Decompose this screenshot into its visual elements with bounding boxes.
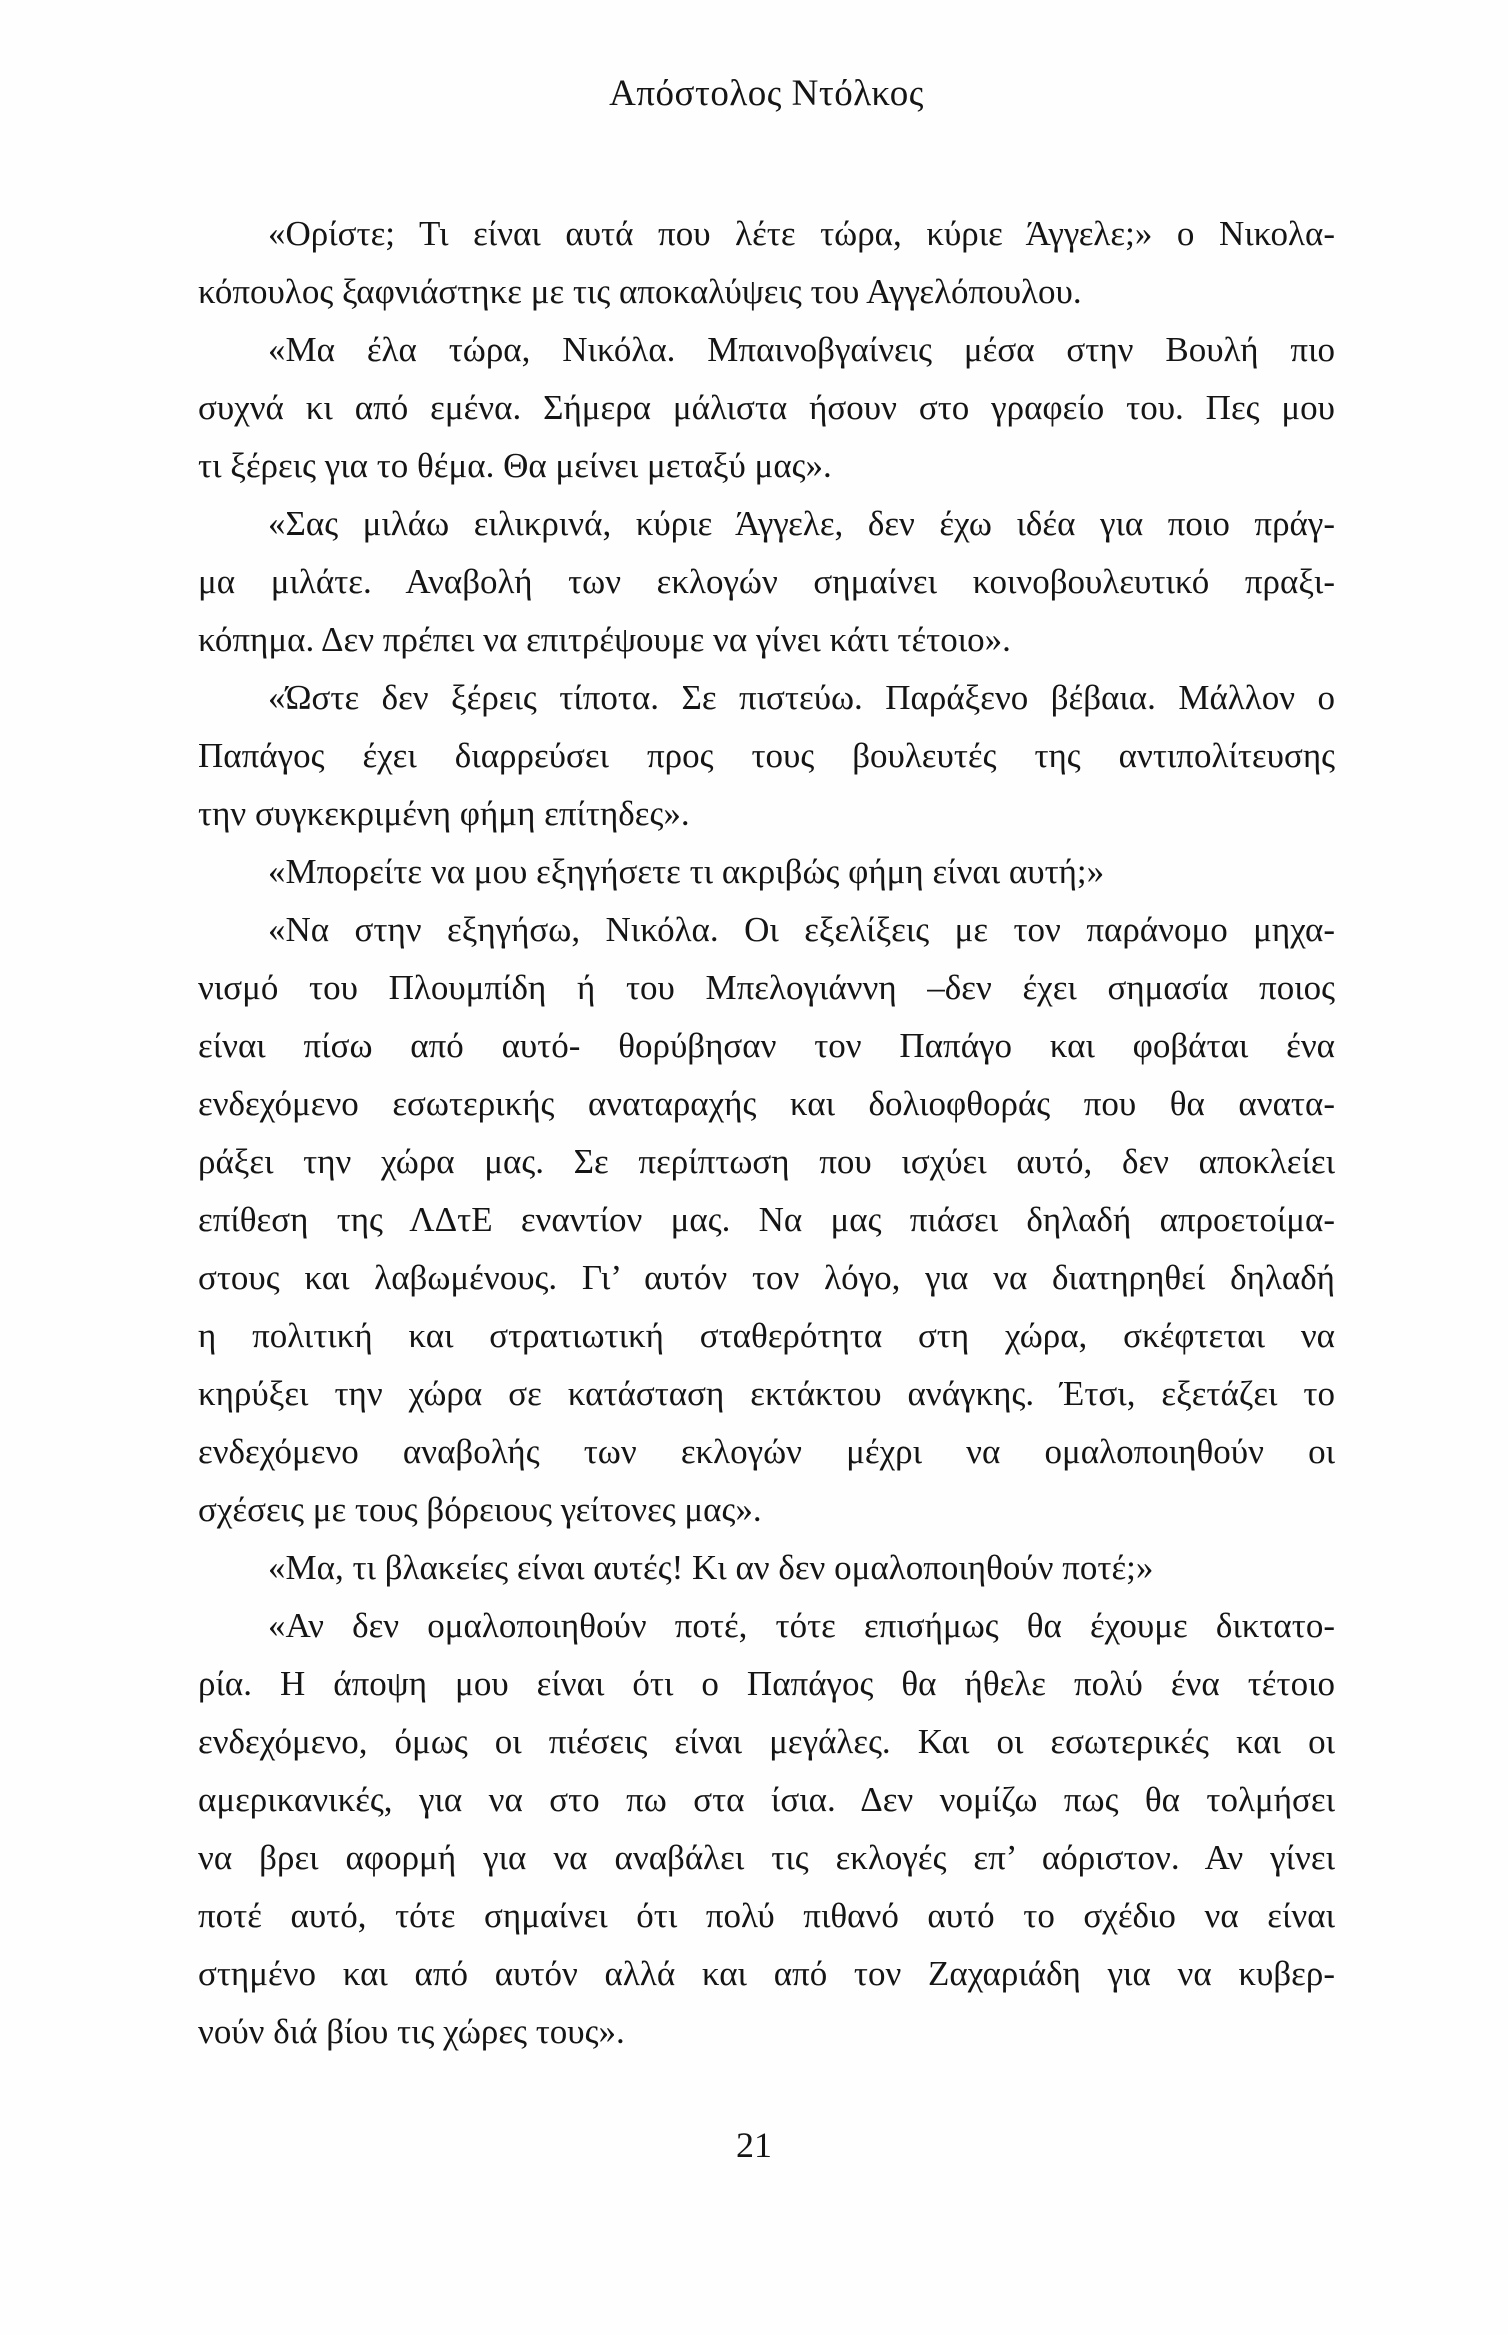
text-line: η πολιτική και στρατιωτική σταθερότητα στη χώρα, σκέφτεται να [198, 1316, 1335, 1355]
text-line: ενδεχόμενο, όμως οι πιέσεις είναι μεγάλες. Και οι εσωτερικές και οι [198, 1722, 1335, 1761]
text-line: ράξει την χώρα μας. Σε περίπτωση που ισχύει αυτό, δεν αποκλείει [198, 1142, 1335, 1181]
text-line: «Αν δεν ομαλοποιηθούν ποτέ, τότε επισήμως θα έχουμε δικτατο- [268, 1606, 1335, 1645]
text-line: «Μπορείτε να μου εξηγήσετε τι ακριβώς φήμη είναι αυτή;» [268, 852, 1105, 891]
text-line: τι ξέρεις για το θέμα. Θα μείνει μεταξύ μας». [198, 446, 832, 485]
text-line: «Μα έλα τώρα, Νικόλα. Μπαινοβγαίνεις μέσα στην Βουλή πιο [268, 330, 1335, 369]
text-line: την συγκεκριμένη φήμη επίτηδες». [198, 794, 690, 833]
text-line: κόπημα. Δεν πρέπει να επιτρέψουμε να γίνει κάτι τέτοιο». [198, 620, 1011, 659]
paragraph [198, 205, 1335, 321]
text-line: ρία. Η άποψη μου είναι ότι ο Παπάγος θα ήθελε πολύ ένα τέτοιο [198, 1664, 1335, 1703]
text-line: «Σας μιλάω ειλικρινά, κύριε Άγγελε, δεν έχω ιδέα για ποιο πράγ- [268, 504, 1335, 543]
paragraph [198, 321, 1335, 495]
text-line: ενδεχόμενο εσωτερικής αναταραχής και δολιοφθοράς που θα ανατα- [198, 1084, 1335, 1123]
text-line: αμερικανικές, για να στο πω στα ίσια. Δεν νομίζω πως θα τολμήσει [198, 1780, 1335, 1819]
text-line: στημένο και από αυτόν αλλά και από τον Ζαχαριάδη για να κυβερ- [198, 1954, 1335, 1993]
text-line: ενδεχόμενο αναβολής των εκλογών μέχρι να ομαλοποιηθούν οι [198, 1432, 1335, 1471]
text-line: νούν διά βίου τις χώρες τους». [198, 2012, 625, 2051]
text-line: σχέσεις με τους βόρειους γείτονες μας». [198, 1490, 762, 1529]
text-line: στους και λαβωμένους. Γι’ αυτόν τον λόγο, για να διατηρηθεί δηλαδή [198, 1258, 1335, 1297]
running-header: Απόστολος Ντόλκος [609, 73, 924, 114]
paragraph [198, 843, 1335, 901]
text-line: ποτέ αυτό, τότε σημαίνει ότι πολύ πιθανό αυτό το σχέδιο να είναι [198, 1896, 1335, 1935]
text-line: μα μιλάτε. Αναβολή των εκλογών σημαίνει κοινοβουλευτικό πραξι- [198, 562, 1335, 601]
text-block [198, 205, 1335, 2061]
paragraph [198, 495, 1335, 669]
text-line: «Ώστε δεν ξέρεις τίποτα. Σε πιστεύω. Παράξενο βέβαια. Μάλλον ο [268, 678, 1335, 717]
paragraph [198, 1539, 1335, 1597]
text-line: κηρύξει την χώρα σε κατάσταση εκτάκτου ανάγκης. Έτσι, εξετάζει το [198, 1374, 1335, 1413]
text-line: επίθεση της ΛΔτΕ εναντίον μας. Να μας πιάσει δηλαδή απροετοίμα- [198, 1200, 1335, 1239]
paragraph [198, 669, 1335, 843]
paragraph [198, 1597, 1335, 2061]
text-line: συχνά κι από εμένα. Σήμερα μάλιστα ήσουν στο γραφείο του. Πες μου [198, 388, 1335, 427]
paragraph [198, 901, 1335, 1539]
text-line: «Ορίστε; Τι είναι αυτά που λέτε τώρα, κύριε Άγγελε;» ο Νικολα- [268, 214, 1335, 253]
page-number: 21 [736, 2125, 772, 2165]
text-line: κόπουλος ξαφνιάστηκε με τις αποκαλύψεις του Αγγελόπουλου. [198, 272, 1082, 311]
text-line: «Μα, τι βλακείες είναι αυτές! Κι αν δεν ομαλοποιηθούν ποτέ;» [268, 1548, 1154, 1587]
text-line: νισμό του Πλουμπίδη ή του Μπελογιάννη –δεν έχει σημασία ποιος [198, 968, 1335, 1007]
text-line: Παπάγος έχει διαρρεύσει προς τους βουλευτές της αντιπολίτευσης [198, 736, 1335, 775]
text-line: «Να στην εξηγήσω, Νικόλα. Οι εξελίξεις με τον παράνομο μηχα- [268, 910, 1335, 949]
text-line: να βρει αφορμή για να αναβάλει τις εκλογές επ’ αόριστον. Αν γίνει [198, 1838, 1335, 1877]
text-line: είναι πίσω από αυτό- θορύβησαν τον Παπάγο και φοβάται ένα [198, 1026, 1335, 1065]
